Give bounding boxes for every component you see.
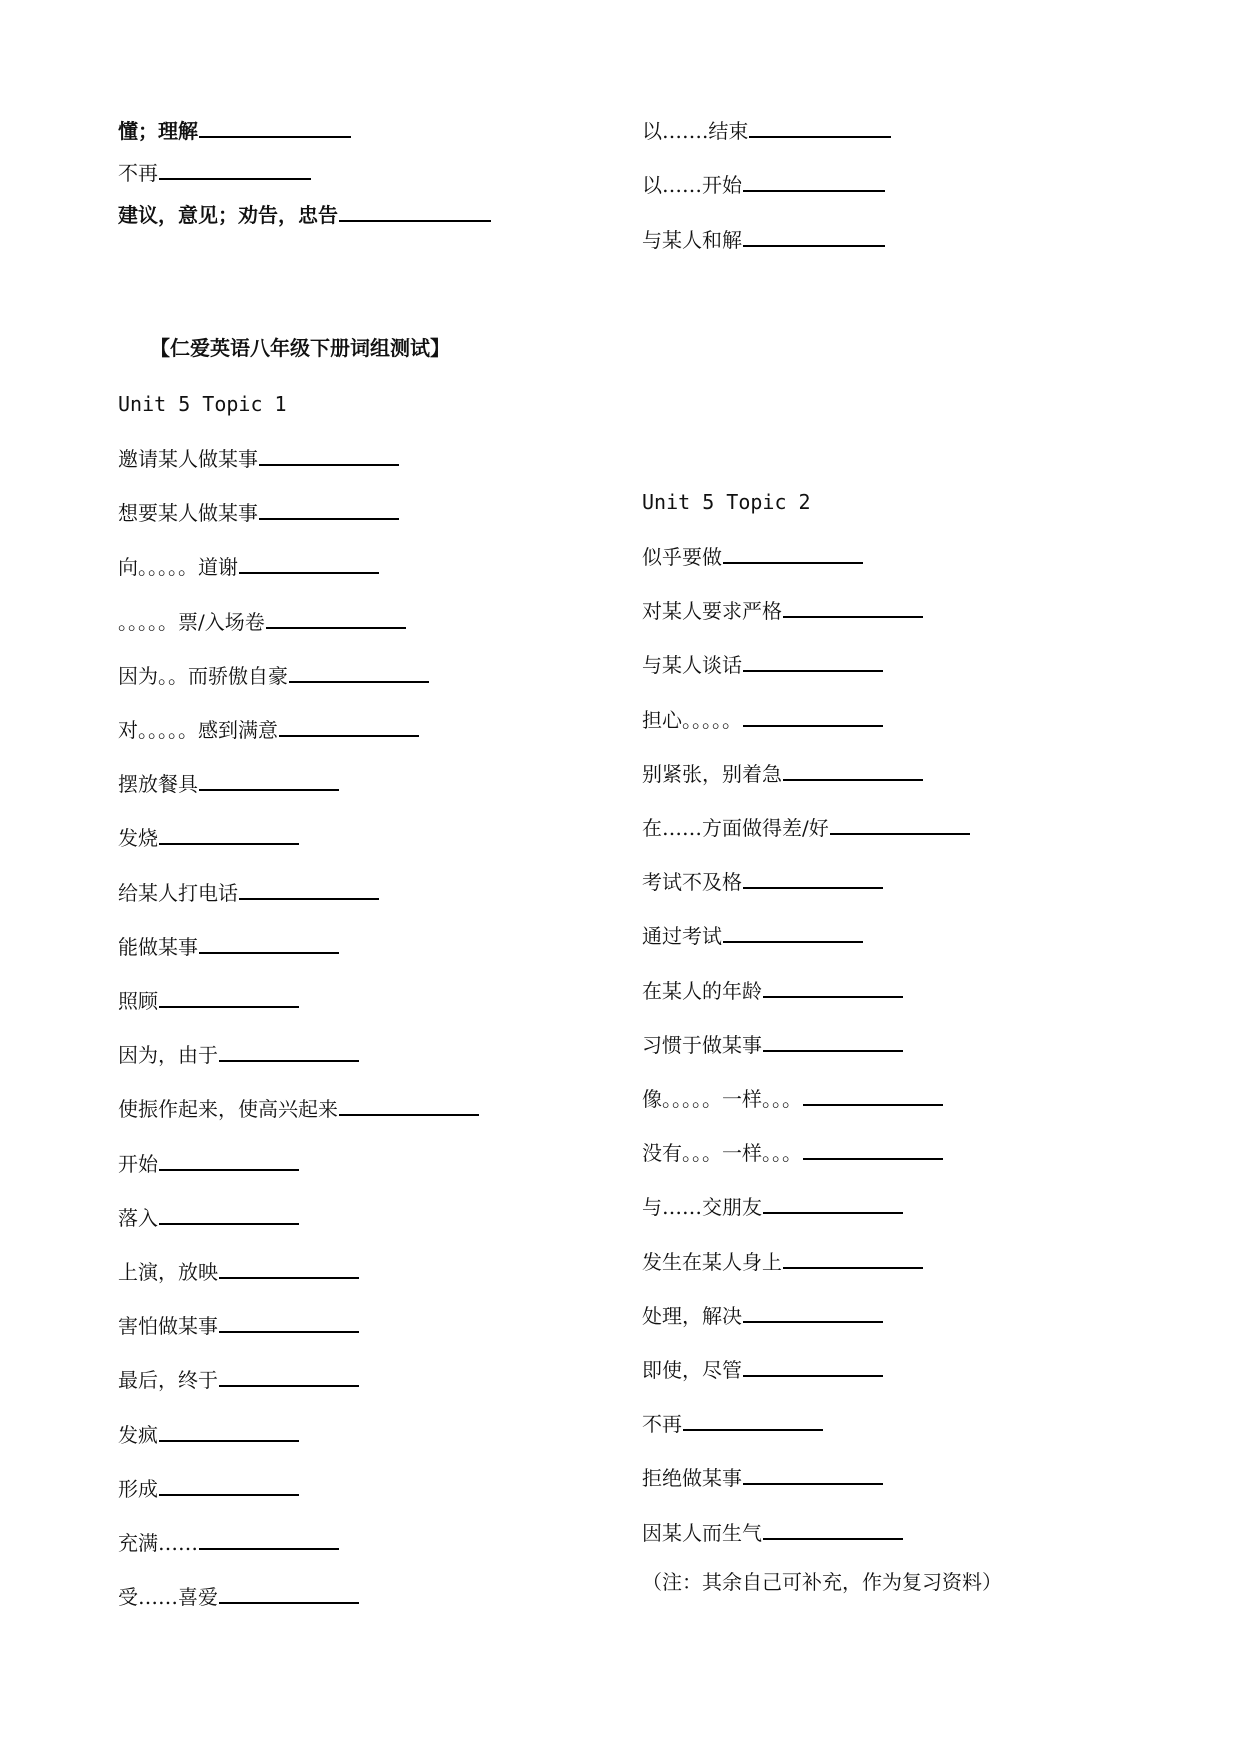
phrase-item: [642, 705, 883, 734]
answer-blank[interactable]: [159, 1474, 299, 1496]
answer-blank[interactable]: [219, 1311, 359, 1333]
answer-blank[interactable]: [783, 1247, 923, 1269]
phrase-item: [642, 1192, 903, 1221]
test-title: 【仁爱英语八年级下册词组测试】: [150, 336, 450, 360]
phrase-label: 通过考试: [642, 924, 722, 949]
answer-blank[interactable]: [159, 1420, 299, 1442]
answer-blank[interactable]: [763, 1030, 903, 1052]
answer-blank[interactable]: [219, 1040, 359, 1062]
phrase-item: [642, 813, 970, 842]
phrase-item: [118, 661, 429, 690]
phrase-label: 即使，尽管: [642, 1358, 742, 1382]
phrase-label: 拒绝做某事: [642, 1466, 742, 1491]
answer-blank[interactable]: [743, 867, 883, 889]
phrase-item: [642, 1301, 883, 1330]
phrase-label: 对某人要求严格: [642, 599, 782, 624]
answer-blank[interactable]: [339, 200, 491, 222]
phrase-label: 想要某人做某事: [118, 501, 258, 526]
answer-blank[interactable]: [219, 1257, 359, 1279]
phrase-item: [118, 823, 299, 852]
phrase-item: [118, 986, 299, 1015]
phrase-item: [118, 607, 406, 636]
answer-blank[interactable]: [743, 650, 883, 672]
unit5-topic2-heading: Unit 5 Topic 2: [642, 490, 811, 514]
phrase-label: 能做某事: [118, 934, 198, 959]
phrase-label: 充满……: [118, 1531, 198, 1555]
phrase-item: [642, 596, 923, 625]
phrase-item: [642, 921, 863, 950]
phrase-item: [642, 1463, 883, 1492]
phrase-label: 向。。。。。道谢: [118, 555, 238, 580]
phrase-item: 建议，意见；劝告，忠告: [118, 200, 491, 229]
answer-blank[interactable]: [239, 552, 379, 574]
phrase-label: 形成: [118, 1476, 158, 1501]
answer-blank[interactable]: [763, 1518, 903, 1540]
phrase-item: [118, 769, 339, 798]
phrase-item: [642, 1138, 943, 1167]
answer-blank[interactable]: [830, 813, 970, 835]
answer-blank[interactable]: [239, 878, 379, 900]
phrase-label: 别紧张，别着急: [642, 761, 782, 786]
phrase-item: [642, 1355, 883, 1384]
phrase-label: 因某人而生气: [642, 1520, 762, 1545]
phrase-item: [118, 1094, 479, 1123]
phrase-item: [118, 1149, 299, 1178]
footnote: （注：其余自己可补充，作为复习资料）: [642, 1570, 1002, 1594]
answer-blank[interactable]: [159, 158, 311, 180]
answer-blank[interactable]: [743, 705, 883, 727]
phrase-label: 没有。。。一样。。。: [642, 1141, 802, 1166]
phrase-label: 。。。。。票/入场卷: [118, 609, 265, 634]
phrase-label: 与某人谈话: [642, 653, 742, 678]
answer-blank[interactable]: [723, 921, 863, 943]
answer-blank[interactable]: [159, 823, 299, 845]
phrase-item: [118, 1040, 359, 1069]
answer-blank[interactable]: [743, 1463, 883, 1485]
answer-blank[interactable]: [783, 596, 923, 618]
answer-blank[interactable]: [159, 1149, 299, 1171]
phrase-label: 不再: [642, 1412, 682, 1437]
phrase-label: 邀请某人做某事: [118, 447, 258, 471]
phrase-item: 与某人和解: [642, 225, 885, 254]
answer-blank[interactable]: [339, 1094, 479, 1116]
phrase-item: [642, 867, 883, 896]
phrase-label: 考试不及格: [642, 870, 742, 895]
answer-blank[interactable]: [743, 225, 885, 247]
phrase-label: 最后，终于: [118, 1368, 218, 1393]
phrase-item: [118, 498, 399, 527]
phrase-label: 在……方面做得差/好: [642, 816, 829, 840]
phrase-item: [118, 1528, 339, 1557]
answer-blank[interactable]: [199, 116, 351, 138]
phrase-item: [118, 1420, 299, 1449]
phrase-item: [118, 552, 379, 581]
answer-blank[interactable]: [723, 542, 863, 564]
phrase-label: 受……喜爱: [118, 1585, 218, 1610]
phrase-label: 处理，解决: [642, 1303, 742, 1328]
phrase-item: 以……开始: [642, 170, 885, 199]
phrase-item: 懂；理解: [118, 116, 351, 145]
phrase-item: [118, 1365, 359, 1394]
phrase-label: 给某人打电话: [118, 880, 238, 905]
phrase-item: [642, 1409, 823, 1438]
phrase-item: [642, 759, 923, 788]
phrase-label: 使振作起来，使高兴起来: [118, 1097, 338, 1122]
answer-blank[interactable]: [803, 1138, 943, 1160]
phrase-item: [118, 878, 379, 907]
phrase-item: [642, 1030, 903, 1059]
phrase-item: [118, 1474, 299, 1503]
answer-blank[interactable]: [743, 170, 885, 192]
phrase-label: 习惯于做某事: [642, 1032, 762, 1057]
answer-blank[interactable]: [159, 986, 299, 1008]
phrase-item: [642, 1247, 923, 1276]
phrase-label: 与……交朋友: [642, 1195, 762, 1220]
answer-blank[interactable]: [743, 1301, 883, 1323]
unit5-topic1-heading: Unit 5 Topic 1: [118, 392, 287, 416]
phrase-item: 以…….结束: [642, 116, 891, 145]
answer-blank[interactable]: [279, 715, 419, 737]
answer-blank[interactable]: [159, 1203, 299, 1225]
phrase-label: 对。。。。。感到满意: [118, 718, 278, 742]
answer-blank[interactable]: [763, 1192, 903, 1214]
answer-blank[interactable]: [803, 1084, 943, 1106]
answer-blank[interactable]: [259, 498, 399, 520]
phrase-label: 发烧: [118, 826, 158, 851]
phrase-label: 摆放餐具: [118, 772, 198, 797]
phrase-item: [118, 444, 399, 473]
phrase-item: [642, 1518, 903, 1547]
phrase-label: 似乎要做: [642, 545, 722, 569]
phrase-item: [642, 650, 883, 679]
phrase-label: 上演，放映: [118, 1260, 218, 1284]
phrase-label: 因为，由于: [118, 1043, 218, 1068]
phrase-item: [118, 1311, 359, 1340]
phrase-label: 像。。。。。一样。。。: [642, 1087, 802, 1111]
answer-blank[interactable]: [199, 932, 339, 954]
phrase-label: 担心。。。。。: [642, 707, 742, 732]
phrase-item: [118, 1203, 299, 1232]
phrase-item: [642, 542, 863, 571]
answer-blank[interactable]: [743, 1355, 883, 1377]
phrase-label: 在某人的年龄: [642, 978, 762, 1003]
phrase-item: [118, 715, 419, 744]
phrase-label: 发生在某人身上: [642, 1249, 782, 1274]
answer-blank[interactable]: [199, 769, 339, 791]
answer-blank[interactable]: [219, 1365, 359, 1387]
answer-blank[interactable]: [199, 1528, 339, 1550]
answer-blank[interactable]: [219, 1582, 359, 1604]
answer-blank[interactable]: [289, 661, 429, 683]
phrase-label: 发疯: [118, 1422, 158, 1447]
answer-blank[interactable]: [749, 116, 891, 138]
phrase-item: [118, 932, 339, 961]
phrase-label: 开始: [118, 1151, 158, 1176]
answer-blank[interactable]: [259, 444, 399, 466]
phrase-item: [118, 1582, 359, 1611]
phrase-item: [642, 976, 903, 1005]
phrase-label: 害怕做某事: [118, 1314, 218, 1339]
answer-blank[interactable]: [763, 976, 903, 998]
answer-blank[interactable]: [683, 1409, 823, 1431]
answer-blank[interactable]: [266, 607, 406, 629]
phrase-item: [118, 1257, 359, 1286]
phrase-label: 因为。。而骄傲自豪: [118, 663, 288, 688]
phrase-item: 不再: [118, 158, 311, 187]
phrase-item: [642, 1084, 943, 1113]
answer-blank[interactable]: [783, 759, 923, 781]
phrase-label: 照顾: [118, 989, 158, 1013]
phrase-label: 落入: [118, 1205, 158, 1230]
